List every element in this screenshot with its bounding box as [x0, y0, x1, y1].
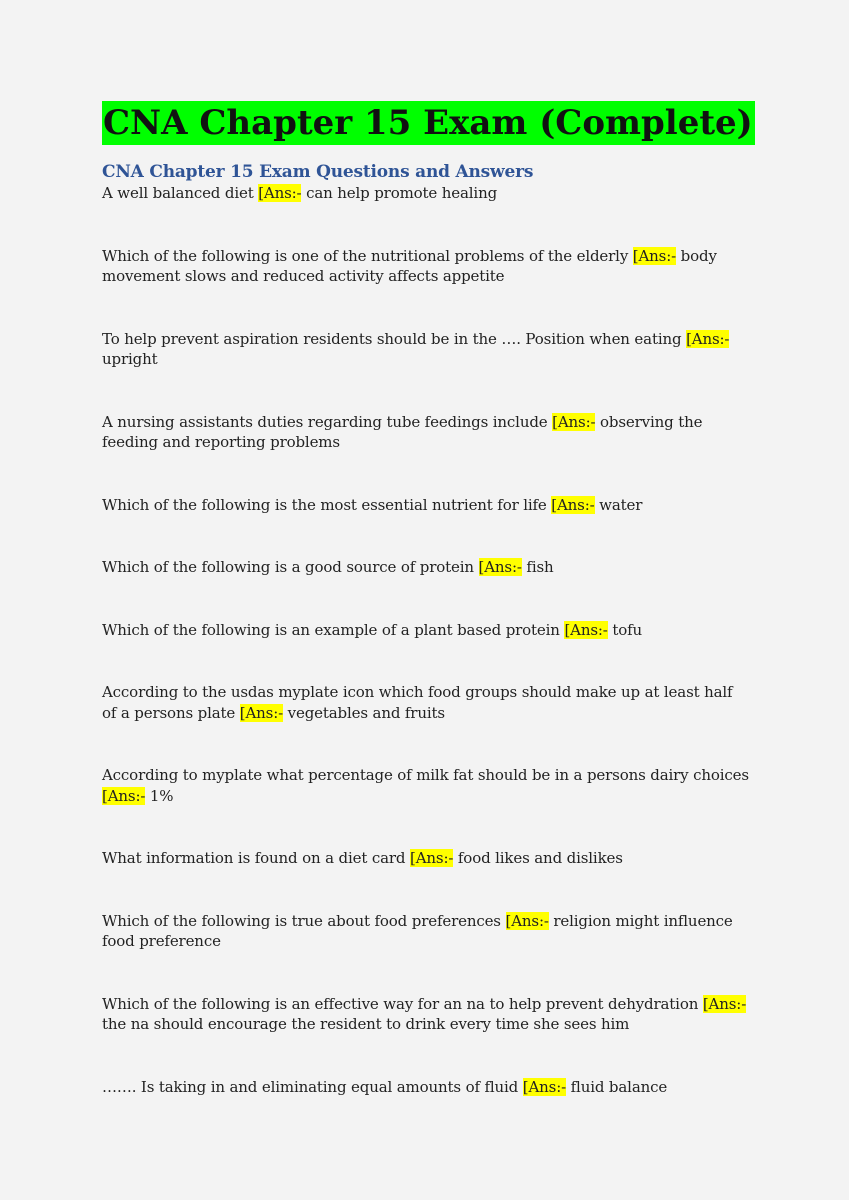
question-text: To help prevent aspiration residents should be in the …. Position when eating	[102, 329, 682, 348]
qa-item	[102, 994, 749, 1035]
answer-marker: [Ans:-	[258, 184, 302, 202]
qa-list	[102, 183, 749, 1097]
qa-item	[102, 848, 749, 869]
question-text: According to the usdas myplate icon which food groups should make up at least half of a persons plate	[102, 683, 733, 722]
answer-marker: [Ans:-	[551, 495, 595, 514]
qa-item	[102, 765, 749, 806]
answer-text: observing the feeding and reporting problems	[102, 412, 703, 451]
qa-item	[102, 183, 749, 204]
question-text: ……. Is taking in and eliminating equal amounts of fluid	[102, 1077, 519, 1096]
qa-item	[102, 1077, 749, 1098]
question-text: Which of the following is one of the nutritional problems of the elderly	[102, 246, 629, 265]
answer-text: food likes and dislikes	[457, 849, 623, 867]
qa-item	[102, 620, 749, 641]
answer-text: the na should encourage the resident to drink every time she sees him	[102, 1015, 630, 1033]
answer-marker: [Ans:-	[686, 329, 730, 348]
question-text: What information is found on a diet card	[102, 849, 406, 867]
qa-item	[102, 495, 749, 516]
answer-marker: [Ans:-	[102, 786, 146, 805]
qa-item	[102, 682, 749, 723]
question-text: According to myplate what percentage of milk fat should be in a persons dairy choices	[102, 766, 749, 784]
question-text: Which of the following is the most essential nutrient for life	[102, 495, 547, 514]
answer-text: water	[599, 495, 643, 514]
answer-text: vegetables and fruits	[287, 703, 445, 722]
document-subtitle: CNA Chapter 15 Exam Questions and Answers	[102, 162, 534, 182]
qa-item	[102, 412, 749, 453]
qa-item	[102, 246, 749, 287]
answer-text: religion might influence food preference	[102, 911, 733, 950]
answer-marker: [Ans:-	[632, 246, 677, 265]
question-text: Which of the following is a good source of protein	[102, 558, 474, 576]
document-title: CNA Chapter 15 Exam (Complete)	[103, 103, 753, 143]
question-text: A well balanced diet	[102, 184, 254, 202]
answer-marker: [Ans:-	[702, 994, 747, 1013]
question-text: Which of the following is true about food preferences	[102, 911, 501, 930]
qa-item	[102, 557, 749, 578]
answer-text: fluid balance	[570, 1077, 668, 1096]
answer-text: tofu	[612, 620, 643, 639]
answer-marker: [Ans:-	[505, 911, 549, 930]
answer-marker: [Ans:-	[239, 703, 284, 722]
answer-text: 1%	[149, 786, 174, 805]
question-text: A nursing assistants duties regarding tube feedings include	[102, 412, 548, 431]
qa-item	[102, 329, 749, 370]
answer-text: upright	[102, 350, 158, 368]
question-text: Which of the following is an effective way for an na to help prevent dehydration	[102, 994, 699, 1013]
answer-text: fish	[526, 558, 554, 576]
answer-text: body movement slows and reduced activity affects appetite	[102, 246, 717, 285]
question-text: Which of the following is an example of a plant based protein	[102, 620, 560, 639]
answer-marker: [Ans:-	[478, 558, 522, 576]
answer-marker: [Ans:-	[522, 1077, 567, 1096]
answer-marker: [Ans:-	[410, 849, 454, 867]
answer-marker: [Ans:-	[552, 412, 596, 431]
answer-text: can help promote healing	[306, 184, 498, 202]
answer-marker: [Ans:-	[564, 620, 608, 639]
qa-item	[102, 911, 749, 952]
